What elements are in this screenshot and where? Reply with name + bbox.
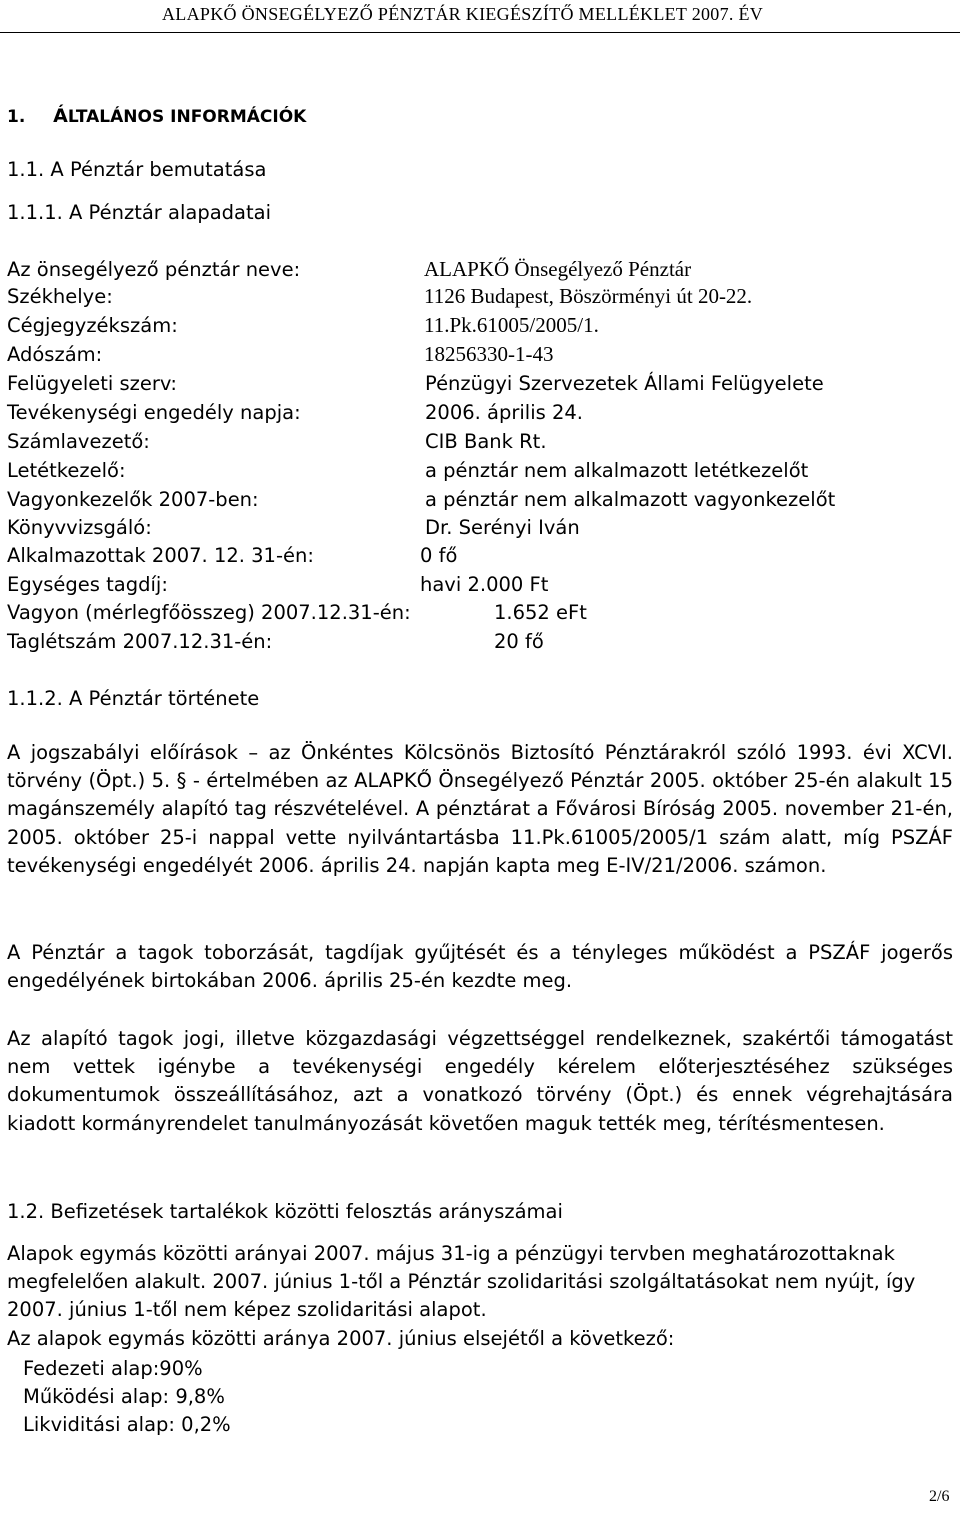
registry-number-label: Cégjegyzékszám:	[7, 314, 178, 337]
asset-managers-label: Vagyonkezelők 2007-ben:	[7, 488, 259, 511]
member-count-value: 20 fő	[494, 630, 544, 653]
list-item: Likviditási alap: 0,2%	[23, 1413, 231, 1436]
tax-number-label: Adószám:	[7, 343, 103, 366]
total-assets-value: 1.652 eFt	[494, 601, 587, 624]
subsection-1-1-2-heading: 1.1.2. A Pénztár története	[7, 687, 260, 710]
registry-number-value: 11.Pk.61005/2005/1.	[424, 313, 599, 337]
membership-fee-label: Egységes tagdíj:	[7, 573, 168, 596]
subsection-1-2-heading: 1.2. Befizetések tartalékok közötti felosztás arányszámai	[7, 1200, 563, 1223]
total-assets-label: Vagyon (mérlegfőösszeg) 2007.12.31-én:	[7, 601, 411, 624]
ratios-paragraph-2: Az alapok egymás közötti aránya 2007. június elsejétől a következő:	[7, 1327, 675, 1350]
member-count-label: Taglétszám 2007.12.31-én:	[7, 630, 273, 653]
asset-managers-value: a pénztár nem alkalmazott vagyonkezelőt	[425, 488, 836, 511]
history-paragraph-1: A jogszabályi előírások – az Önkéntes Kölcsönös Biztosító Pénztárakról szóló 1993. évi XCVI. törvény (Öpt.) 5. § - értelmében az ALAPKŐ Önsegélyező Pénztár 2005. október 25-én alakult 15 magánszemély alapító tag részvételével. A pénztárat a Fővárosi Bíróság 2005. november 21-én, 2005. október 25-i nappal vette nyilvántartásba 11.Pk.61005/2005/1 szám alatt, míg PSZÁF tevékenységi engedélyét 2006. április 24. napján kapta meg E-IV/21/2006. számon.	[7, 741, 953, 877]
header-divider	[0, 32, 960, 33]
employees-label: Alkalmazottak 2007. 12. 31-én:	[7, 544, 314, 567]
history-paragraph-3: Az alapító tagok jogi, illetve közgazdasági végzettséggel rendelkeznek, szakértői támogatást nem vettek igénybe a tevékenységi engedély kérelem előterjesztéséhez szükséges dokumentumok összeállításához, azt a vonatkozó törvény (Öpt.) és ennek végrehajtására kiadott kormányrendelet tanulmányozását követően maguk tették meg, térítésmentesen.	[7, 1027, 953, 1135]
section-number: 1.	[7, 107, 26, 127]
account-bank-label: Számlavezető:	[7, 430, 150, 453]
seat-label: Székhelye:	[7, 285, 113, 308]
account-bank-value: CIB Bank Rt.	[425, 430, 547, 453]
history-paragraph-2: A Pénztár a tagok toborzását, tagdíjak gyűjtését és a tényleges működést a PSZÁF jogerős engedélyének birtokában 2006. április 25-én kezdte meg.	[7, 941, 953, 993]
seat-value: 1126 Budapest, Böszörményi út 20-22.	[424, 284, 753, 308]
fund-name-label: Az önsegélyező pénztár neve:	[7, 258, 301, 281]
ratios-paragraph-1: Alapok egymás közötti arányai 2007. május 31-ig a pénzügyi tervben meghatározottaknak megfelelően alakult. 2007. június 1-től a Pénztár szolidaritási szolgáltatásokat nem nyújt, így 2007. június 1-től nem képez szolidaritási alapot.	[7, 1242, 916, 1322]
membership-fee-value: havi 2.000 Ft	[420, 573, 549, 596]
section-title-initial: Á	[53, 105, 68, 127]
section-1-heading	[7, 105, 306, 127]
section-title-rest: LTALÁNOS INFORMÁCIÓK	[67, 107, 307, 127]
tax-number-value: 18256330-1-43	[424, 342, 554, 366]
subsection-1-1-heading: 1.1. A Pénztár bemutatása	[7, 158, 267, 181]
subsection-1-1-1-heading: 1.1.1. A Pénztár alapadatai	[7, 201, 272, 224]
custodian-label: Letétkezelő:	[7, 459, 126, 482]
header-title: ALAPKŐ ÖNSEGÉLYEZŐ PÉNZTÁR KIEGÉSZÍTŐ MELLÉKLET 2007. ÉV	[162, 4, 764, 24]
license-date-label: Tevékenységi engedély napja:	[7, 401, 301, 424]
supervisor-label: Felügyeleti szerv:	[7, 372, 177, 395]
auditor-value: Dr. Serényi Iván	[425, 516, 580, 539]
fund-name-value: ALAPKŐ Önsegélyező Pénztár	[424, 257, 692, 281]
employees-value: 0 fő	[420, 544, 458, 567]
license-date-value: 2006. április 24.	[425, 401, 583, 424]
custodian-value: a pénztár nem alkalmazott letétkezelőt	[425, 459, 809, 482]
page-number: 2/6	[929, 1488, 950, 1505]
list-item: Működési alap: 9,8%	[23, 1385, 225, 1408]
supervisor-value: Pénzügyi Szervezetek Állami Felügyelete	[425, 372, 824, 395]
auditor-label: Könyvvizsgáló:	[7, 516, 152, 539]
list-item: Fedezeti alap:90%	[23, 1357, 203, 1380]
